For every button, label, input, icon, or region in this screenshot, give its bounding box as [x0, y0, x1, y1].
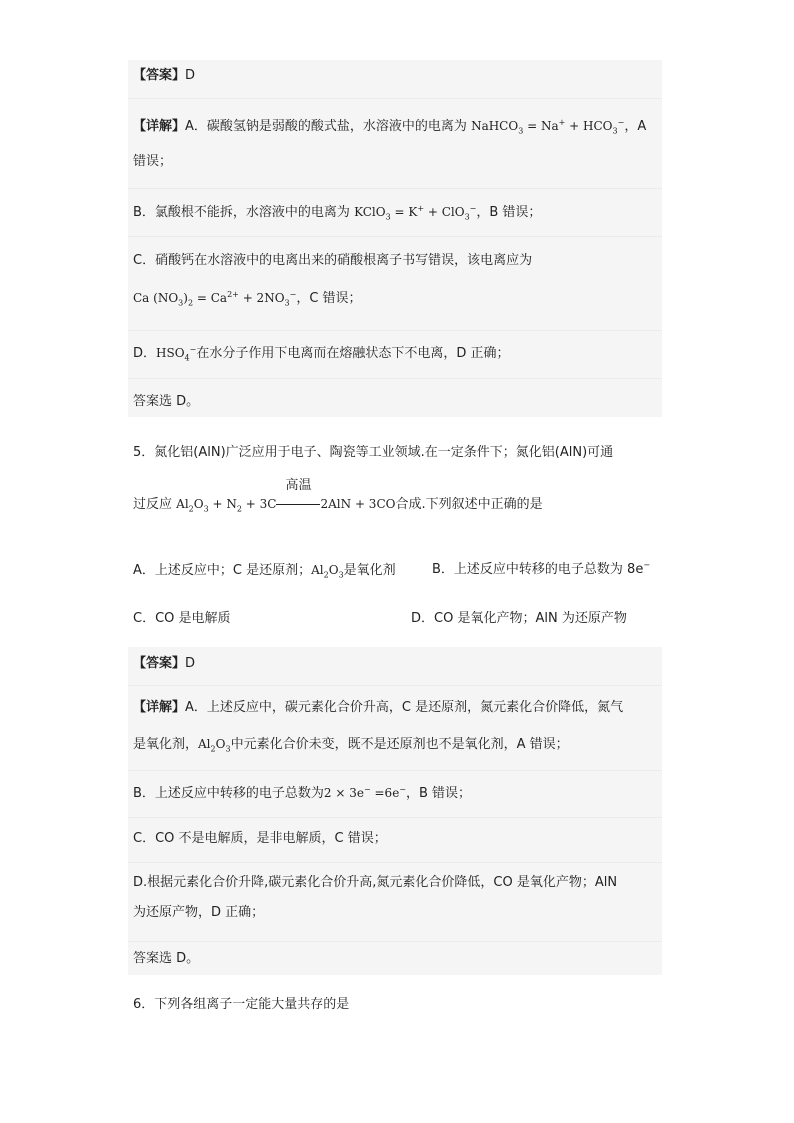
detail-a-line-1: 【详解】A．上述反应中，碳元素化合价升高，C 是还原剂，氮元素化合价降低，氮气 — [133, 700, 624, 715]
detail-d-line-1: D.根据元素化合价升降,碳元素化合价升高,氮元素化合价降低，CO 是氧化产物；AlN — [133, 875, 618, 890]
answer-line: 【答案】D — [133, 68, 196, 83]
reaction-arrow: 高温 — [276, 496, 320, 514]
question-6: 6．下列各组离子一定能大量共存的是 — [133, 997, 350, 1012]
detail-d-line-2: 为还原产物，D 正确； — [133, 905, 265, 920]
detail-a-line-2: 是氧化剂，$Al_2O_3$中元素化合价未变，既不是还原剂也不是氧化剂，A 错误； — [133, 737, 569, 754]
option-c: C．CO 是电解质 — [133, 611, 231, 626]
answer-block-2 — [128, 647, 662, 975]
detail-c-line-1: C．硝酸钙在水溶液中的电离出来的硝酸根离子书写错误，该电离应为 — [133, 253, 533, 268]
detail-b-line: B．氯酸根不能拆，水溶液中的电离为 KClO$_3$ = K+ + ClO$_3$−，B 错误； — [133, 204, 542, 222]
question-5-line-2: 过反应 $Al_2O_3 + N_2 + 3C$ 高温 2AlN + 3CO合成.下列叙述中正确的是 — [133, 478, 543, 514]
detail-a-line-1: 【详解】A．碳酸氢钠是弱酸的酸式盐，水溶液中的电离为 NaHCO$_3$ = $Na^+ + HCO_3^-$，A — [133, 118, 647, 136]
detail-b-line: B．上述反应中转移的电子总数为2 × 3e− =6e−，B 错误； — [133, 785, 472, 801]
answer-choice: 答案选 D。 — [133, 951, 200, 966]
option-d: D．CO 是氧化产物；AlN 为还原产物 — [411, 611, 627, 626]
detail-a-line-2: 错误； — [133, 154, 173, 169]
detail-c-line-2: Ca $(NO_3)_2 = Ca^{2+} + 2NO_3^-$，C 错误； — [133, 290, 362, 308]
answer-block-1 — [128, 60, 662, 417]
detail-d-line: D．$HSO_4^-$在水分子作用下电离而在熔融状态下不电离，D 正确； — [133, 345, 510, 363]
question-5-line-1: 5．氮化铝(AlN)广泛应用于电子、陶瓷等工业领域.在一定条件下；氮化铝(AlN)可通 — [133, 445, 614, 460]
answer-line: 【答案】D — [133, 656, 196, 671]
detail-c-line: C．CO 不是电解质，是非电解质，C 错误； — [133, 831, 387, 846]
option-b: B．上述反应中转移的电子总数为 8e− — [432, 560, 651, 577]
answer-choice: 答案选 D。 — [133, 394, 200, 409]
option-a: A．上述反应中；C 是还原剂；$Al_2O_3$是氧化剂 — [133, 563, 396, 580]
